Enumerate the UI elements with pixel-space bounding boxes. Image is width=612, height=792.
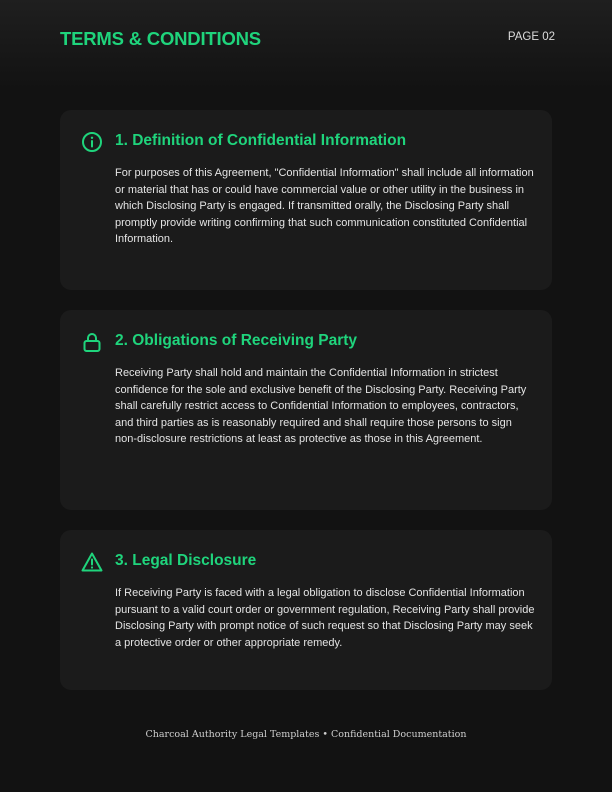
section-card-legal-disclosure	[60, 530, 552, 690]
section-card-obligations	[60, 310, 552, 510]
section-body: Receiving Party shall hold and maintain the Confidential Information in strictest confidence for the sole and exclusive benefit of the Disclosing Party. Receiving Party shall carefully restrict access to Confidential Information to employees, contractors, and third parties as is reasonably required and shall require those persons to sign non-disclosure restrictions at least as protective as those in this Agreement.	[115, 367, 527, 446]
info-icon	[81, 131, 103, 153]
section-card-definition	[60, 110, 552, 290]
warning-icon	[81, 551, 103, 573]
lock-icon	[81, 331, 103, 353]
section-body: For purposes of this Agreement, "Confidential Information" shall include all information or material that has or could have commercial value or other utility in the business in which Disclosing Party is engaged. If transmitted orally, the Disclosing Party shall promptly provide writing confirming that such communication constituted Confidential Information.	[115, 167, 534, 246]
section-heading: 2. Obligations of Receiving Party	[115, 332, 358, 349]
section-heading: 3. Legal Disclosure	[115, 552, 257, 569]
page-number: PAGE 02	[507, 31, 555, 43]
footer-text: Charcoal Authority Legal Templates • Confidential Documentation	[145, 729, 467, 740]
section-heading: 1. Definition of Confidential Information	[115, 132, 407, 149]
section-body: If Receiving Party is faced with a legal obligation to disclose Confidential Information pursuant to a valid court order or government regulation, Receiving Party shall provide Disclosing Party with prompt notice of such request so that Disclosing Party may seek a protective order or other appropriate remedy.	[115, 587, 535, 649]
page-title: TERMS & CONDITIONS	[60, 28, 261, 49]
